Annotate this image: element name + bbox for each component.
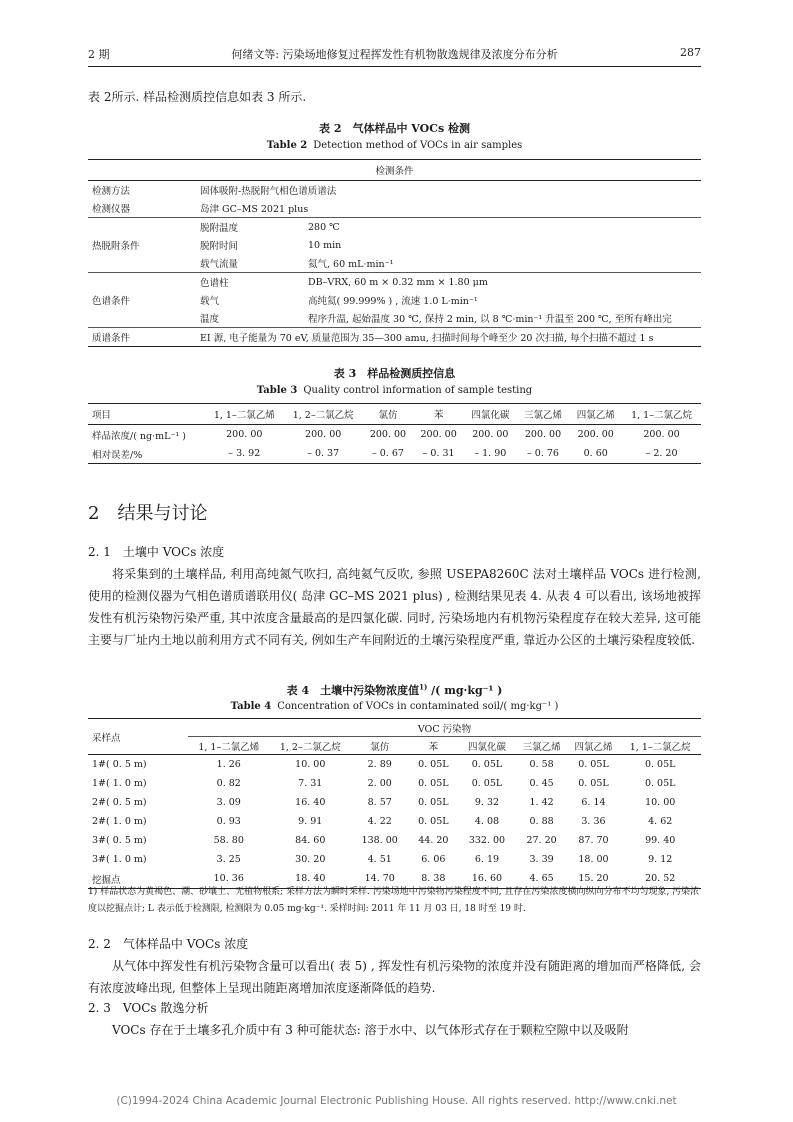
table3-header-cell: 四氯化碳 (471, 410, 510, 421)
table2-row (88, 181, 701, 200)
table4-cell: 3. 36 (581, 816, 606, 827)
table4-cell: 4. 08 (474, 816, 500, 827)
table3-header-cell: 三氯乙烯 (524, 410, 563, 421)
table2-param: 温度 (200, 314, 220, 325)
table3-cell: – 0. 31 (422, 448, 455, 459)
table2-value: 程序升温, 起始温度 30 ℃, 保持 2 min, 以 8 ℃·min⁻¹ 升温至 200 ℃, 至所有峰出完 (308, 314, 672, 325)
table3-cell: – 1. 90 (474, 448, 507, 459)
table4-header-cell: 苯 (428, 741, 439, 753)
table3-header-cell: 氯仿 (378, 410, 398, 421)
table2-row (88, 328, 701, 347)
table4-cell: 2. 00 (367, 778, 392, 789)
table2-param: 脱附温度 (200, 223, 239, 234)
table3-title-cn: 表 3 样品检测质控信息 (333, 367, 456, 380)
table4-row (88, 850, 701, 869)
table3-cell: – 3. 92 (228, 448, 261, 459)
table4-header-cell: 氯仿 (370, 741, 390, 753)
table4-row (88, 812, 701, 831)
table4-cell: 0. 05L (471, 778, 503, 789)
table4-group-header: VOC 污染物 (188, 719, 701, 737)
table4-cell: 3. 25 (216, 854, 241, 865)
table3-cell: 200. 00 (420, 429, 457, 440)
table3-row (88, 444, 701, 464)
table4-header-cell: 三氯乙烯 (522, 741, 561, 753)
table4-header-cell: 1, 1–二氯乙烷 (629, 741, 691, 753)
table4-cell: 4. 62 (648, 816, 673, 827)
table3-cell: – 2. 20 (645, 448, 678, 459)
table4-cell: 0. 88 (529, 816, 554, 827)
table3-cell: 200. 00 (226, 429, 263, 440)
table4-cell: 10. 00 (645, 797, 676, 808)
table4-cell: 3#( 1. 0 m) (92, 854, 147, 865)
subsection-2-2: 2. 2 气体样品中 VOCs 浓度 (88, 937, 249, 951)
table4-cell: 3. 09 (216, 797, 241, 808)
table2-row (88, 218, 701, 237)
table4-cell: 0. 45 (529, 778, 554, 789)
table4-cell: 0. 05L (418, 816, 449, 827)
table2-row (88, 273, 701, 292)
table3-header-cell: 四氯乙烯 (576, 410, 615, 421)
table4-cell: 0. 82 (216, 778, 241, 789)
running-header (88, 46, 701, 64)
table3-cell: – 0. 67 (371, 448, 404, 459)
table4-cell: 138. 00 (361, 835, 398, 846)
table4-cell: 7. 31 (298, 778, 323, 789)
table4-cell: 14. 70 (364, 873, 395, 884)
table4-cell: 0. 05L (644, 759, 676, 770)
table4-cell: 0. 05L (644, 778, 676, 789)
table4-cell: 332. 00 (468, 835, 506, 846)
table4-cell: 0. 05L (418, 759, 449, 770)
table4-cell: 0. 93 (216, 816, 241, 827)
table2-param: 载气 (200, 296, 220, 307)
paragraph-2-3: VOCs 存在于土壤多孔介质中有 3 种可能状态: 溶于水中、以气体形式存在于颗粒空隙中以及吸附 (112, 1023, 629, 1037)
table2-group: 热脱附条件 (92, 241, 140, 252)
table4-cell: 18. 00 (578, 854, 609, 865)
table4-cell: 0. 05L (418, 797, 449, 808)
table4-row (88, 831, 701, 850)
table4-cell: 16. 40 (295, 797, 326, 808)
issue-number: 2 期 (88, 48, 110, 61)
table4-row (88, 774, 701, 793)
table3-cell: 200. 00 (643, 429, 680, 440)
table2-param: 固体吸附-热脱附气相色谱质谱法 (200, 186, 337, 197)
table2-title-en: Table 2 Detection method of VOCs in air samples (266, 140, 523, 151)
table4-cell: 1. 42 (529, 797, 554, 808)
table3-cell: – 0. 37 (307, 448, 340, 459)
copyright-footer: (C)1994-2024 China Academic Journal Electronic Publishing House. All rights reserved. http://www.cnki.net (116, 1095, 677, 1107)
table3 (88, 403, 701, 464)
table3-header-cell: 项目 (92, 410, 112, 421)
table3-cell: 样品浓度/( ng·mL⁻¹ ) (92, 430, 187, 442)
table3-header-cell: 1, 1–二氯乙烷 (631, 410, 692, 421)
table2-value: 氦气, 60 mL·min⁻¹ (308, 259, 394, 270)
table4-cell: 18. 40 (295, 873, 326, 884)
table4-cell: 99. 40 (645, 835, 676, 846)
table4-cell: 10. 00 (295, 759, 326, 770)
table4-cell: 0. 05L (578, 759, 609, 770)
table4-row (88, 755, 701, 775)
table2-value: 高纯氦( 99.999% ) , 流速 1.0 L·min⁻¹ (308, 296, 478, 307)
table2-title-cn: 表 2 气体样品中 VOCs 检测 (318, 122, 470, 135)
table4 (88, 718, 701, 889)
running-title: 何绪文等: 污染场地修复过程挥发性有机物散逸规律及浓度分布分析 (231, 48, 558, 61)
table3-row (88, 425, 701, 445)
table3-header-cell: 苯 (433, 410, 444, 421)
table2-col-header: 检测条件 (375, 166, 414, 177)
table4-cell: 8. 57 (367, 797, 392, 808)
subsection-2-3: 2. 3 VOCs 散逸分析 (88, 1001, 209, 1015)
table4-cell: 2#( 0. 5 m) (92, 797, 147, 808)
table2-group: 色谱条件 (92, 296, 131, 307)
table4-cell: 84. 60 (295, 835, 326, 846)
table4-cell: 2#( 1. 0 m) (92, 816, 147, 827)
table4-cell: 4. 22 (367, 816, 392, 827)
table2-value: DB–VRX, 60 m × 0.32 mm × 1.80 μm (308, 276, 488, 288)
table4-cell: 3#( 0. 5 m) (92, 835, 147, 846)
table4-cell: 0. 05L (471, 759, 503, 770)
table4-cell: 30. 20 (295, 854, 326, 865)
table4-cell: 1#( 1. 0 m) (92, 778, 147, 789)
table4-header-cell: 四氯化碳 (467, 741, 506, 753)
table4-cell: 15. 20 (578, 873, 609, 884)
table2-row (88, 199, 701, 218)
table4-note: 1) 样品状态为黄褐色、潮、砂壤土、无植物根系; 采样方法为瞬时采样. 污染场地中污染物污染程度不同, 且存在污染浓度横向纵向分布不均匀现象, 污染浓度以挖掘点计; L 表示低于检测限, 检测限为 0.05 mg·kg⁻¹. 采样时间: 2011 年 11 月 03 日, 18 时至 19 时. (88, 887, 700, 914)
table3-cell: 200. 00 (472, 429, 509, 440)
table4-header-cell: 四氯乙烯 (574, 741, 613, 753)
table4-cell: 4. 51 (367, 854, 392, 865)
table4-cell: 16. 60 (471, 873, 503, 884)
table4-cell: 27. 20 (526, 835, 557, 846)
table3-cell: 相对误差/% (92, 449, 143, 461)
table4-group-row (88, 719, 701, 737)
table3-cell: – 0. 76 (527, 448, 559, 459)
table4-cell: 10. 36 (213, 873, 244, 884)
table4-cell: 1. 26 (216, 759, 241, 770)
table4-title-en: Table 4 Concentration of VOCs in contaminated soil/( mg·kg⁻¹ ) (230, 701, 559, 712)
table4-cell: 1#( 0. 5 m) (92, 759, 147, 770)
table2-value: 280 ℃ (308, 221, 340, 233)
table2-group: 检测方法 (92, 186, 131, 197)
table4-row (88, 793, 701, 812)
table3-header-cell: 1, 1–二氯乙烯 (213, 410, 275, 421)
table3-header-row (88, 404, 701, 425)
section-heading: 2 结果与讨论 (88, 503, 208, 524)
table4-cell: 44. 20 (418, 835, 449, 846)
table3-header-cell: 1, 2–二氯乙烷 (292, 410, 354, 421)
table3-cell: 200. 00 (577, 429, 614, 440)
table3-title-en: Table 3 Quality control information of sample testing (256, 385, 533, 396)
paragraph-2-2: 从气体中挥发性有机污染物含量可以看出( 表 5) , 挥发性有机污染物的浓度并没有随距离的增加而严格降低, 会有浓度波峰出现, 但整体上呈现出随距离增加浓度逐渐降低的趋势. (88, 959, 701, 995)
table2-param: 色谱柱 (200, 278, 229, 289)
table2-group: 检测仪器 (92, 204, 131, 215)
table4-cell: 2. 89 (367, 759, 392, 770)
table4-cell: 0. 05L (578, 778, 609, 789)
table3-cell: 200. 00 (305, 429, 342, 440)
page-number: 287 (680, 46, 701, 59)
table3-cell: 200. 00 (369, 429, 407, 440)
table4-cell: 挖掘点 (92, 874, 121, 886)
subsection-2-1: 2. 1 土壤中 VOCs 浓度 (88, 545, 225, 559)
table2-value: 10 min (308, 239, 342, 251)
table4-cell: 3. 39 (529, 854, 554, 865)
table4-cell: 6. 14 (581, 797, 606, 808)
table2-param: 脱附时间 (200, 241, 239, 252)
table3-cell: 0. 60 (583, 448, 608, 459)
table4-cell: 6. 19 (474, 854, 500, 865)
table2-param: 载气流量 (200, 259, 239, 270)
table4-cell: 20. 52 (645, 873, 676, 884)
table2-group: 质谱条件 (92, 333, 131, 344)
table4-cell: 87. 70 (578, 835, 609, 846)
table2-param: EI 源, 电子能量为 70 eV, 质量范围为 35—300 amu, 扫描时间每个峰至少 20 次扫描, 每个扫描不超过 1 s (200, 333, 654, 344)
table4-header-cell: 1, 2–二氯乙烷 (279, 741, 341, 753)
table4-cell: 58. 80 (213, 835, 244, 846)
header-rule (88, 66, 701, 67)
table4-cell: 0. 05L (418, 778, 449, 789)
table4-header-cell: 1, 1–二氯乙烯 (198, 741, 260, 753)
table2-param: 岛津 GC–MS 2021 plus (200, 204, 309, 215)
table3-cell: 200. 00 (524, 429, 562, 440)
table4-cell: 0. 58 (529, 759, 554, 770)
paragraph-2-1: 将采集到的土壤样品, 利用高纯氮气吹扫, 高纯氦气反吹, 参照 USEPA8260C 法对土壤样品 VOCs 进行检测, 使用的检测仪器为气相色谱质谱联用仪( 岛津 GC–MS 2021 plus) , 检测结果见表 4. 从表 4 可以看出, 该场地被挥发性有机污染物污染严重, 其中浓度含量最高的是四氯化碳. 同时, 污染场地内有机物污染程度存在较大差异, 这可能主要与厂址内土地以前利用方式不同有关, 例如生产车间附近的土壤污染程度严重, 靠近办公区的土壤污染程度较低. (88, 567, 701, 647)
table4-title-cn: 表 4 土壤中污染物浓度值$^{1)}$ /( mg·kg⁻¹ ) (286, 682, 503, 697)
table4-cell: 6. 06 (421, 854, 446, 865)
table4-cell: 9. 91 (298, 816, 323, 827)
table4-row-header: 采样点 (88, 719, 188, 755)
table4-cell: 8. 38 (421, 873, 446, 884)
intro-text: 表 2所示. 样品检测质控信息如表 3 所示. (88, 90, 307, 104)
table4-cell: 9. 32 (474, 797, 500, 808)
table4-cell: 9. 12 (648, 854, 673, 865)
table2 (88, 159, 701, 347)
table4-cell: 4. 65 (529, 873, 554, 884)
